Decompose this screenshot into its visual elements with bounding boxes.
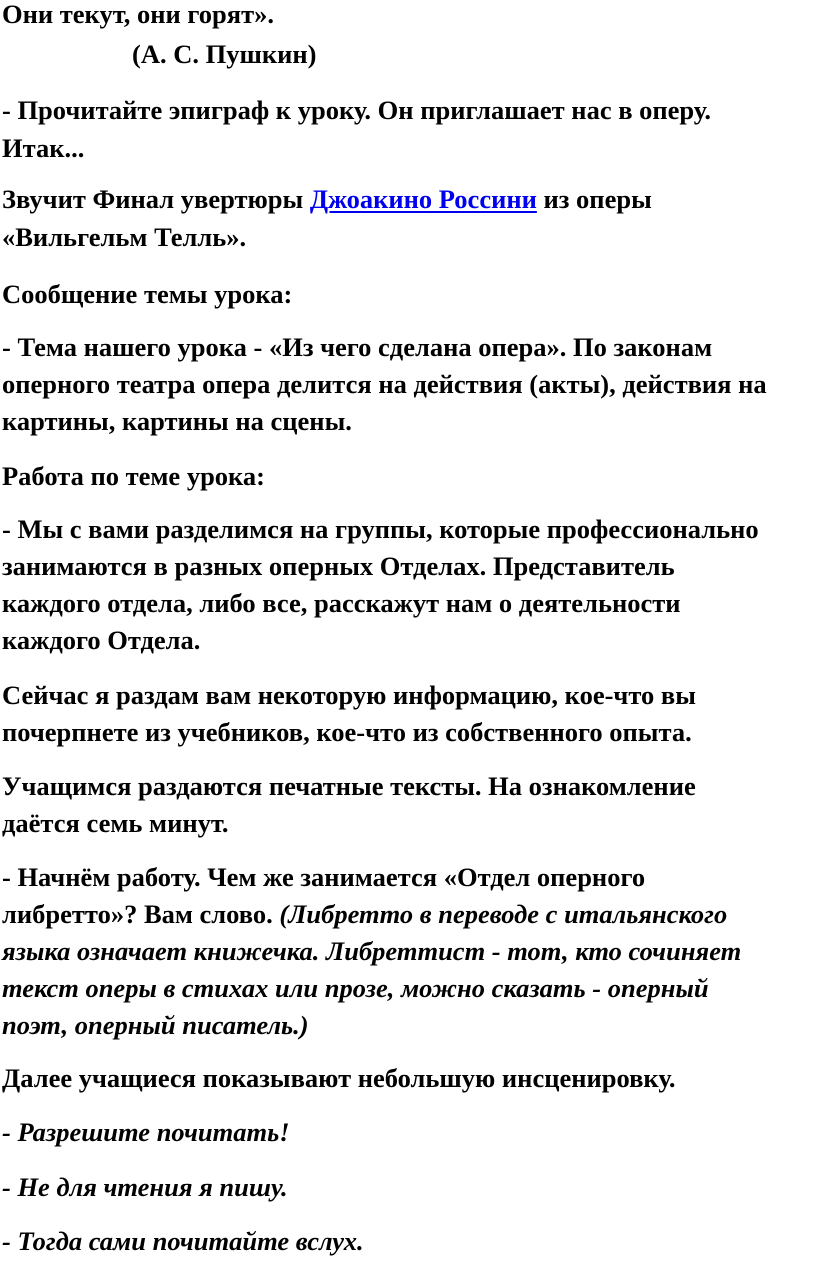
paragraph-line: занимаются в разных оперных Отделах. Представитель (2, 551, 675, 581)
paragraph-line: Далее учащиеся показывают небольшую инсценировку. (2, 1063, 676, 1093)
section-heading: Сообщение темы урока: (2, 279, 293, 309)
paragraph-line: каждого отдела, либо все, расскажут нам о деятельности (2, 588, 681, 618)
italic-text: (Либретто в переводе с итальянского (279, 899, 728, 929)
paragraph-line: - Начнём работу. Чем же занимается «Отдел оперного (2, 862, 646, 892)
paragraph-line-with-link (2, 181, 652, 217)
paragraph-line-italic: текст оперы в стихах или прозе, можно сказать - оперный (2, 973, 709, 1003)
paragraph-line: картины, картины на сцены. (2, 406, 352, 436)
paragraph-line: - Прочитайте эпиграф к уроку. Он приглашает нас в оперу. (2, 95, 712, 125)
paragraph-line: Сейчас я раздам вам некоторую информацию, кое-что вы (2, 680, 696, 710)
epigraph-line: Они текут, они горят». (2, 0, 274, 29)
paragraph-line: Итак... (2, 133, 85, 163)
dialog-line: - Не для чтения я пишу. (2, 1172, 288, 1202)
paragraph-line-mixed (2, 896, 727, 932)
paragraph-line-italic: поэт, оперный писатель.) (2, 1010, 309, 1040)
paragraph-line: даётся семь минут. (2, 808, 229, 838)
paragraph-line: - Мы с вами разделимся на группы, которые профессионально (2, 514, 759, 544)
epigraph-author: (А. С. Пушкин) (132, 39, 317, 69)
paragraph-line: Учащимся раздаются печатные тексты. На ознакомление (2, 771, 696, 801)
paragraph-line: - Тема нашего урока - «Из чего сделана опера». По законам (2, 332, 713, 362)
section-heading: Работа по теме урока: (2, 461, 265, 491)
normal-text: либретто»? Вам слово. (2, 899, 280, 929)
paragraph-line-italic: языка означает книжечка. Либреттист - тот, кто сочиняет (2, 936, 742, 966)
dialog-line: - Тогда сами почитайте вслух. (2, 1226, 364, 1256)
paragraph-line: каждого Отдела. (2, 625, 201, 655)
composer-link[interactable]: Джоакино Россини (309, 184, 537, 214)
paragraph-line: оперного театра опера делится на действия (акты), действия на (2, 369, 767, 399)
paragraph-line: «Вильгельм Телль». (2, 222, 247, 252)
dialog-line: - Разрешите почитать! (2, 1117, 290, 1147)
text-before-link: Звучит Финал увертюры (2, 184, 310, 214)
text-after-link: из оперы (536, 184, 652, 214)
paragraph-line: почерпнете из учебников, кое-что из собственного опыта. (2, 717, 692, 747)
